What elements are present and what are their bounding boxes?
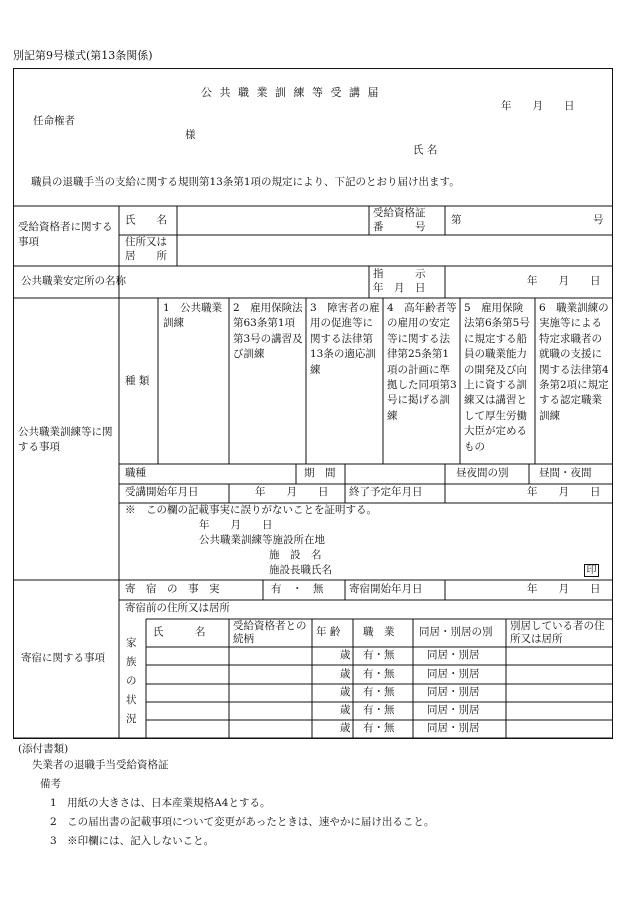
lodging-section-heading: 寄宿に関する事項 [21, 652, 105, 664]
instruction-date: 年 月 日 [527, 275, 601, 287]
certificate-label-1: 受給資格証 [373, 207, 426, 219]
certificate-label-2: 番 号 [373, 221, 426, 233]
addressee-label: 任命権者 [33, 115, 75, 127]
training-type-4: 4 高年齢者等の雇用の安定等に関する法律第25条第1項の計画に準拠した同項第3号に掲げる訓練 [387, 302, 457, 422]
note-item-1: 1 用紙の大きさは、日本産業規格A4とする。 [50, 797, 271, 809]
office-section-heading: 公共職業安定所の名称 [21, 275, 126, 287]
address-label-1: 住所又は [125, 236, 167, 248]
training-end-date: 年 月 日 [527, 486, 601, 498]
row-age-unit: 歳 [340, 668, 351, 680]
note-item-2: 2 この届出書の記載事項について変更があったときは、速やかに届け出ること。 [50, 816, 435, 828]
row-cohabitation: 同居・別居 [427, 668, 480, 680]
training-type-label: 種 類 [125, 375, 150, 387]
attachments-heading: (添付書類) [18, 743, 69, 755]
seal-mark: 印 [586, 565, 597, 576]
day-night-value: 昼間・夜間 [539, 467, 592, 479]
row-cohabitation: 同居・別居 [427, 686, 480, 698]
col-cohabitation: 同居・別居の別 [419, 626, 493, 638]
certificate-suffix: 号 [593, 214, 604, 226]
row-cohabitation: 同居・別居 [427, 649, 480, 661]
col-separate-address: 別居している者の住所又は居所 [510, 620, 605, 645]
applicant-name-label: 氏 名 [413, 144, 438, 156]
form-caption: 別記第9号様式(第13条関係) [13, 49, 153, 62]
col-relation: 受給資格者との続柄 [233, 620, 307, 645]
statement-text: 職員の退職手当の支給に関する規則第13条第1項の規定により、下記のとおり届け出ます。 [31, 176, 460, 188]
row-occupation: 有・無 [363, 668, 395, 680]
training-start-date: 年 月 日 [255, 486, 329, 498]
training-type-2: 2 雇用保険法第63条第1項第3号の講習及び訓練 [233, 302, 303, 361]
training-type-1: 1 公共職業訓練 [163, 302, 223, 330]
lodging-start-label: 寄宿開始年月日 [349, 583, 423, 595]
lodging-fact-value: 有 ・ 無 [271, 583, 324, 595]
day-night-label: 昼夜間の別 [456, 467, 509, 479]
col-name: 氏 名 [153, 626, 206, 638]
facility-name-label: 施 設 名 [269, 549, 322, 561]
row-cohabitation: 同居・別居 [427, 704, 480, 716]
col-occupation: 職 業 [363, 626, 395, 638]
training-type-5: 5 雇用保険法第6条第5号に規定する船員の職業能力の開発及び向上に資する訓練又は講習として厚生労働大臣が定めるもの [464, 302, 530, 453]
note-item-3: 3 ※印欄には、記入しないこと。 [50, 835, 215, 847]
training-type-3: 3 障害者の雇用の促進等に関する法律第13条の適応訓練 [310, 302, 380, 376]
address-label-2: 居 所 [125, 250, 167, 262]
notes-heading: 備考 [40, 778, 61, 790]
facility-head-label: 施設長職氏名 [269, 564, 332, 576]
col-age: 年 齢 [316, 626, 341, 638]
row-cohabitation: 同居・別居 [427, 722, 480, 734]
instruction-label-1: 指 示 [373, 268, 426, 280]
row-age-unit: 歳 [340, 722, 351, 734]
period-label: 期 間 [304, 467, 336, 479]
row-age-unit: 歳 [340, 649, 351, 661]
application-form [13, 68, 613, 739]
attachment-item: 失業者の退職手当受給資格証 [32, 759, 169, 771]
form-title: 公 共 職 業 訓 練 等 受 講 届 [201, 86, 381, 99]
family-status-label: 家族の状況 [126, 637, 137, 725]
lodging-fact-label: 寄 宿 の 事 実 [125, 583, 220, 595]
prior-address-label: 寄宿前の住所又は居所 [125, 602, 230, 614]
certification-date: 年 月 日 [199, 519, 273, 531]
row-age-unit: 歳 [340, 704, 351, 716]
instruction-label-2: 年 月 日 [373, 282, 426, 294]
row-occupation: 有・無 [363, 649, 395, 661]
training-type-6: 6 職業訓練の実施等による特定求職者の就職の支援に関する法律第4条第2項に規定する認定職業訓練 [539, 302, 609, 422]
row-occupation: 有・無 [363, 722, 395, 734]
training-end-label: 終了予定年月日 [349, 486, 423, 498]
occupation-label: 職種 [125, 467, 146, 479]
certification-statement: ※ この欄の記載事実に誤りがないことを証明する。 [125, 504, 377, 516]
certificate-prefix: 第 [451, 214, 462, 226]
addressee-honorific: 様 [185, 129, 196, 141]
training-section-heading: 公共職業訓練等に関する事項 [18, 426, 113, 454]
recipient-section-heading: 受給資格者に関する事項 [18, 221, 113, 249]
training-start-label: 受講開始年月日 [125, 486, 199, 498]
row-age-unit: 歳 [340, 686, 351, 698]
lodging-start-date: 年 月 日 [527, 583, 601, 595]
recipient-name-label: 氏 名 [125, 214, 167, 226]
row-occupation: 有・無 [363, 704, 395, 716]
row-occupation: 有・無 [363, 686, 395, 698]
submission-date: 年 月 日 [501, 100, 575, 112]
facility-address-label: 公共職業訓練等施設所在地 [199, 534, 325, 546]
